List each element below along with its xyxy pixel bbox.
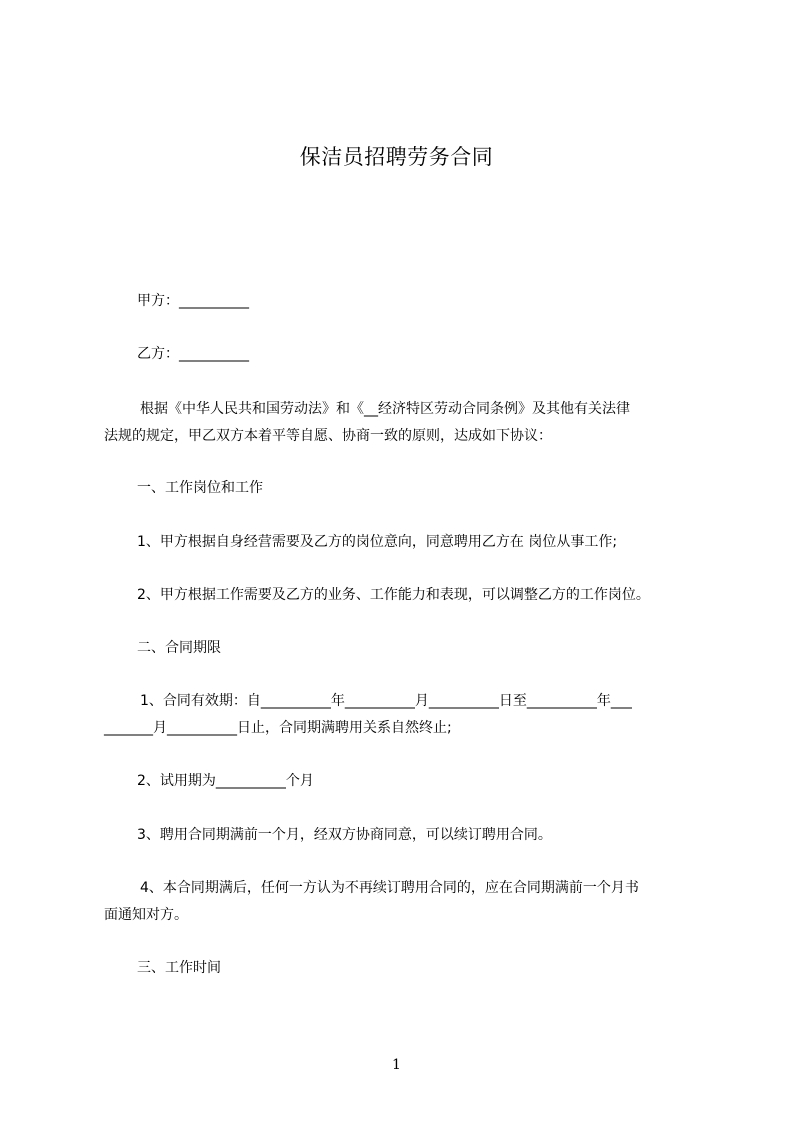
party-a-line: 甲方：__________ xyxy=(137,293,249,309)
section-2-item-3: 3、聘用合同期满前一个月，经双方协商同意，可以续订聘用合同。 xyxy=(137,827,552,843)
section-2-item-2: 2、试用期为__________个月 xyxy=(137,773,314,789)
section-1-item-1: 1、甲方根据自身经营需要及乙方的岗位意向，同意聘用乙方在 岗位从事工作; xyxy=(137,534,618,550)
section-1-heading: 一、工作岗位和工作 xyxy=(137,480,263,496)
section-2-heading: 二、合同期限 xyxy=(137,640,221,656)
section-1-item-2: 2、甲方根据工作需要及乙方的业务、工作能力和表现，可以调整乙方的工作岗位。 xyxy=(137,587,650,603)
section-2-item-1-line-1: 1、合同有效期：自__________年__________月__________日至__________年___ xyxy=(140,693,632,709)
party-b-line: 乙方：__________ xyxy=(137,346,249,362)
section-2-item-1-line-2: _______月__________日止，合同期满聘用关系自然终止; xyxy=(104,720,452,736)
section-2-item-4-line-1: 4、本合同期满后，任何一方认为不再续订聘用合同的，应在合同期满前一个月书 xyxy=(140,880,639,896)
section-3-heading: 三、工作时间 xyxy=(137,960,221,976)
page-number: 1 xyxy=(392,1057,401,1073)
document-title: 保洁员招聘劳务合同 xyxy=(299,145,494,169)
preamble-line-2: 法规的规定，甲乙双方本着平等自愿、协商一致的原则，达成如下协议： xyxy=(104,428,552,444)
section-2-item-4-line-2: 面通知对方。 xyxy=(104,907,188,923)
preamble-line-1: 根据《中华人民共和国劳动法》和《__经济特区劳动合同条例》及其他有关法律 xyxy=(140,401,630,417)
